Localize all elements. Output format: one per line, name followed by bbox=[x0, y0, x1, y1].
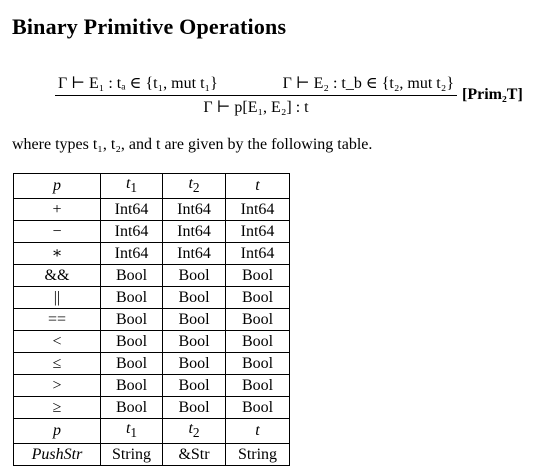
table-cell: Bool bbox=[101, 397, 163, 419]
table-cell: > bbox=[14, 375, 101, 397]
table-row bbox=[14, 199, 290, 221]
table-cell: &Str bbox=[163, 444, 226, 466]
table-cell: || bbox=[14, 287, 101, 309]
table-cell: − bbox=[14, 221, 101, 243]
table-row bbox=[14, 331, 290, 353]
table-cell: t bbox=[226, 174, 290, 199]
table-cell: == bbox=[14, 309, 101, 331]
table-cell: ≤ bbox=[14, 353, 101, 375]
rule-divider bbox=[55, 95, 457, 96]
table-cell: p bbox=[14, 174, 101, 199]
table-cell: Bool bbox=[163, 287, 226, 309]
table-cell: $t_1$ bbox=[101, 419, 163, 444]
premise-e1: Γ ⊢ E₁ : tₐ ∈ {t₁, mut t₁} bbox=[58, 75, 218, 92]
table-cell: Bool bbox=[163, 331, 226, 353]
table-cell: Int64 bbox=[101, 199, 163, 221]
table-cell: Int64 bbox=[101, 243, 163, 265]
table-cell: Bool bbox=[163, 265, 226, 287]
table-cell: && bbox=[14, 265, 101, 287]
table-row bbox=[14, 309, 290, 331]
table-cell: $t_1$ bbox=[101, 174, 163, 199]
table-cell: $t_2$ bbox=[163, 174, 226, 199]
table-header-row bbox=[14, 419, 290, 444]
table-cell: Bool bbox=[101, 287, 163, 309]
table-cell: Bool bbox=[226, 397, 290, 419]
section-title: Binary Primitive Operations bbox=[12, 14, 287, 39]
table-cell: Bool bbox=[226, 331, 290, 353]
table-description: where types t₁, t₂, and t are given by the following table. bbox=[12, 136, 373, 153]
table-cell: ≥ bbox=[14, 397, 101, 419]
table-cell: Bool bbox=[101, 331, 163, 353]
table-cell: Bool bbox=[226, 375, 290, 397]
table-cell: String bbox=[101, 444, 163, 466]
table-row bbox=[14, 397, 290, 419]
table-cell: Int64 bbox=[226, 243, 290, 265]
table-cell: String bbox=[226, 444, 290, 466]
table-cell: Int64 bbox=[163, 199, 226, 221]
table-cell: t bbox=[226, 419, 290, 444]
table-row bbox=[14, 287, 290, 309]
table-cell: Int64 bbox=[101, 221, 163, 243]
table-cell: PushStr bbox=[14, 444, 101, 466]
table-cell: Bool bbox=[101, 353, 163, 375]
table-cell: $t_2$ bbox=[163, 419, 226, 444]
rule-conclusion: Γ ⊢ p[E₁, E₂] : t bbox=[203, 99, 309, 116]
table-cell: Bool bbox=[226, 265, 290, 287]
table-cell: Bool bbox=[163, 397, 226, 419]
table-row bbox=[14, 375, 290, 397]
table-cell: Bool bbox=[101, 309, 163, 331]
table-cell: Bool bbox=[226, 287, 290, 309]
table-row bbox=[14, 221, 290, 243]
table-cell: Int64 bbox=[226, 199, 290, 221]
table-row bbox=[14, 265, 290, 287]
rule-premises bbox=[58, 73, 454, 93]
premise-e2: Γ ⊢ E₂ : t_b ∈ {t₂, mut t₂} bbox=[282, 75, 454, 92]
table-header-row bbox=[14, 174, 290, 199]
type-table-body bbox=[14, 174, 290, 466]
table-cell: Bool bbox=[226, 353, 290, 375]
table-cell: Bool bbox=[163, 375, 226, 397]
table-cell: ∗ bbox=[14, 243, 101, 265]
table-cell: Bool bbox=[163, 309, 226, 331]
table-cell: Bool bbox=[163, 353, 226, 375]
table-cell: < bbox=[14, 331, 101, 353]
table-row bbox=[14, 353, 290, 375]
table-cell: Bool bbox=[101, 265, 163, 287]
table-cell: Int64 bbox=[226, 221, 290, 243]
type-table bbox=[13, 173, 290, 466]
inference-rule bbox=[0, 66, 546, 126]
table-cell: Int64 bbox=[163, 221, 226, 243]
table-cell: Bool bbox=[101, 375, 163, 397]
rule-name: [Prim₂T] bbox=[462, 86, 523, 103]
table-row bbox=[14, 444, 290, 466]
table-row bbox=[14, 243, 290, 265]
table-cell: Int64 bbox=[163, 243, 226, 265]
table-cell: p bbox=[14, 419, 101, 444]
table-cell: Bool bbox=[226, 309, 290, 331]
table-cell: + bbox=[14, 199, 101, 221]
